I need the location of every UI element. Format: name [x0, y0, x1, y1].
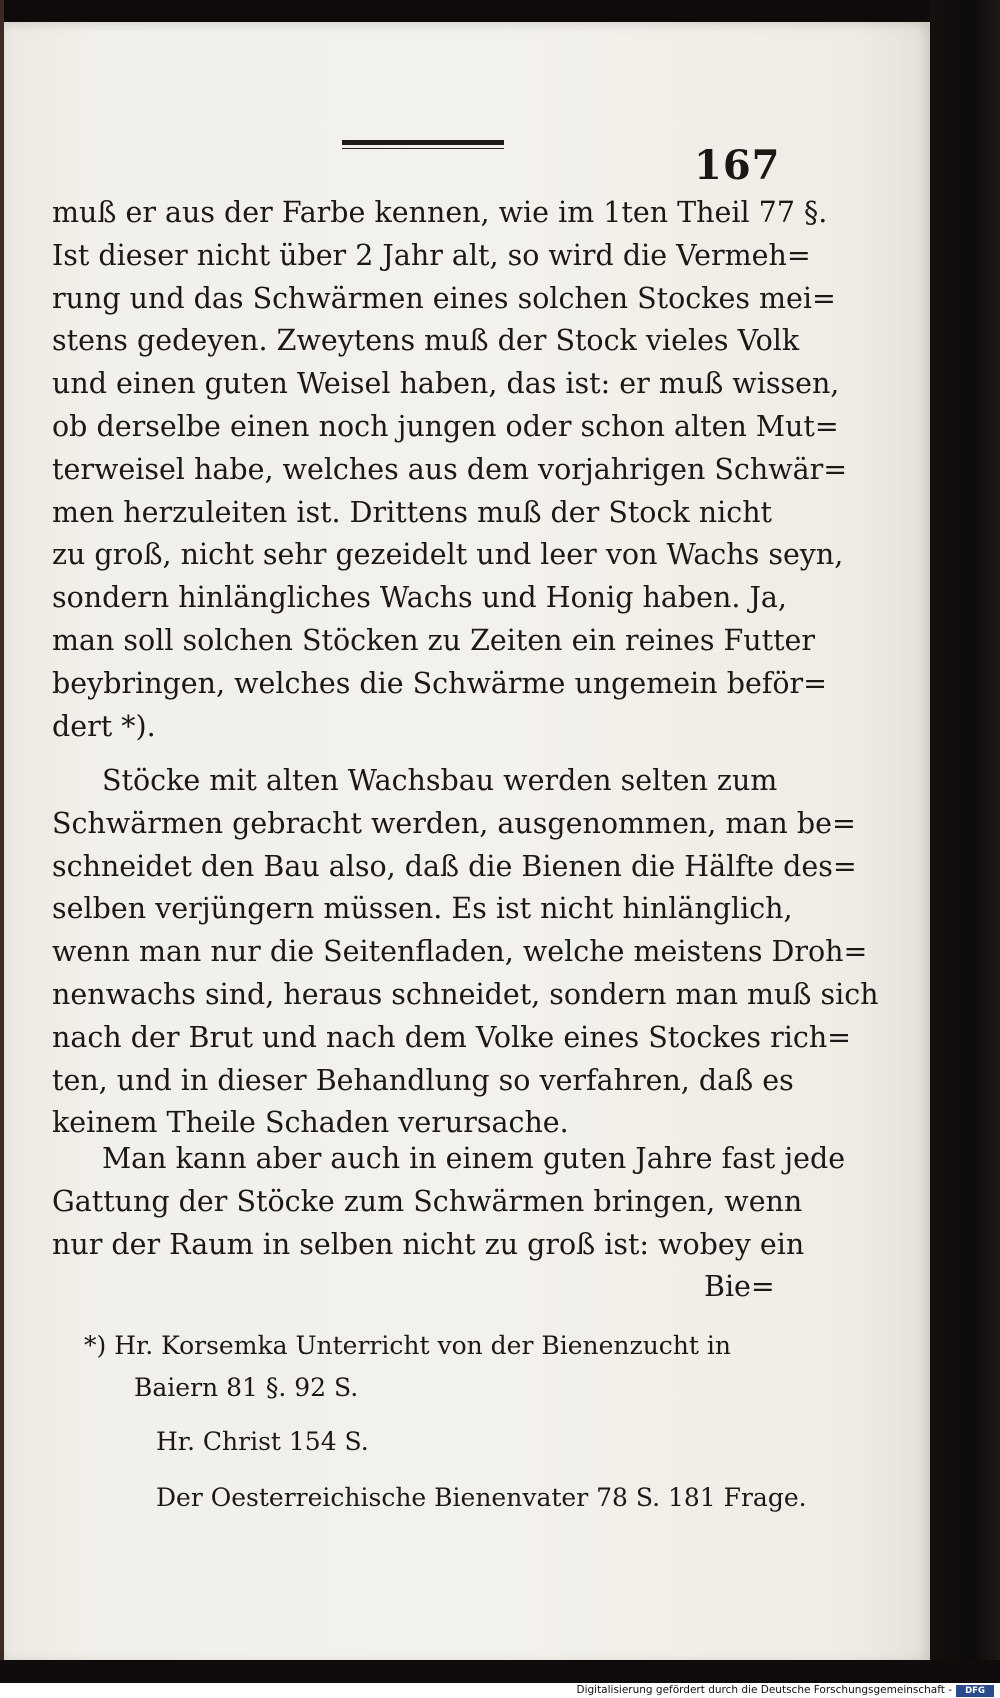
text-line: ob derselbe einen noch jungen oder schon alten Mut=	[52, 409, 839, 443]
text-line: sondern hinlängliches Wachs und Honig haben. Ja,	[52, 581, 787, 615]
text-line: nenwachs sind, heraus schneidet, sondern man muß sich	[52, 977, 879, 1011]
text-line: Stöcke mit alten Wachsbau werden selten zum	[102, 764, 778, 797]
scan-bottom-margin	[0, 1660, 1000, 1683]
footnote-line: Hr. Christ 154 S.	[156, 1427, 369, 1456]
book-spine-shadow	[930, 0, 1000, 1698]
paragraph-2	[52, 760, 879, 1145]
text-line: dert *).	[52, 709, 156, 743]
text-line: beybringen, welches die Schwärme ungemein beför=	[52, 666, 828, 700]
catchword: Bie=	[704, 1270, 775, 1303]
footnote-line: Der Oesterreichische Bienenvater 78 S. 181 Frage.	[156, 1483, 807, 1512]
book-page	[4, 22, 930, 1660]
text-line: Ist dieser nicht über 2 Jahr alt, so wird die Vermeh=	[52, 238, 811, 272]
text-line: selben verjüngern müssen. Es ist nicht hinlänglich,	[52, 892, 793, 926]
text-line: zu groß, nicht sehr gezeidelt und leer von Wachs seyn,	[52, 538, 844, 572]
text-line: men herzuleiten ist. Drittens muß der Stock nicht	[52, 495, 773, 529]
text-line: Schwärmen gebracht werden, ausgenommen, man be=	[52, 806, 856, 840]
digitization-credit: Digitalisierung gefördert durch die Deutsche Forschungsgemeinschaft -	[576, 1684, 952, 1696]
text-line: nur der Raum in selben nicht zu groß ist: wobey ein	[52, 1227, 805, 1261]
text-line: man soll solchen Stöcken zu Zeiten ein reines Futter	[52, 623, 816, 657]
dfg-logo: DFG	[956, 1685, 994, 1697]
scan-top-margin	[0, 0, 1000, 22]
text-line: rung und das Schwärmen eines solchen Stockes mei=	[52, 281, 836, 315]
paragraph-3	[52, 1138, 846, 1266]
text-line: ten, und in dieser Behandlung so verfahren, daß es	[52, 1063, 794, 1097]
text-line: wenn man nur die Seitenfladen, welche meistens Droh=	[52, 935, 868, 969]
text-line: terweisel habe, welches aus dem vorjahrigen Schwär=	[52, 452, 848, 486]
page-number: 167	[694, 142, 781, 189]
text-line: muß er aus der Farbe kennen, wie im 1ten Theil 77 §.	[52, 196, 828, 229]
text-line: Man kann aber auch in einem guten Jahre fast jede	[102, 1142, 846, 1175]
text-line: nach der Brut und nach dem Volke eines Stockes rich=	[52, 1020, 852, 1054]
header-rule	[342, 140, 504, 149]
footnote-line: *) Hr. Korsemka Unterricht von der Bienenzucht in	[84, 1331, 731, 1360]
text-line: und einen guten Weisel haben, das ist: er muß wissen,	[52, 367, 840, 401]
text-line: Gattung der Stöcke zum Schwärmen bringen, wenn	[52, 1184, 803, 1218]
paragraph-1	[52, 192, 848, 748]
text-line: keinem Theile Schaden verursache.	[52, 1106, 569, 1140]
text-line: stens gedeyen. Zweytens muß der Stock vieles Volk	[52, 324, 800, 358]
footnote-line: Baiern 81 §. 92 S.	[134, 1373, 359, 1402]
text-line: schneidet den Bau also, daß die Bienen die Hälfte des=	[52, 849, 857, 883]
